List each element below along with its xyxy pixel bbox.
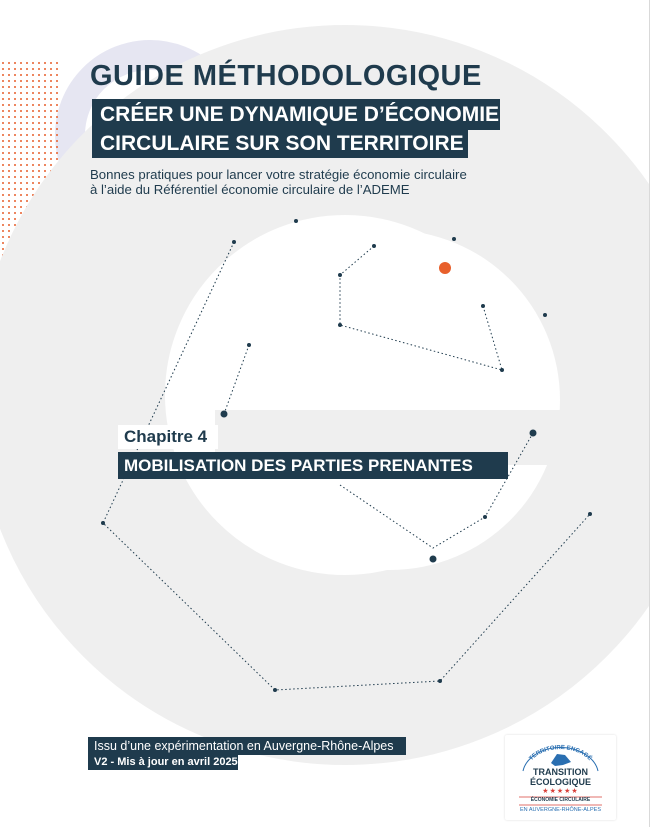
origin-text: Issu d’une expérimentation en Auvergne-Rhône-Alpes [88,737,406,755]
logo-line-4: EN AUVERGNE-RHÔNE-ALPES [520,807,601,813]
subtitle-line-2: CIRCULAIRE SUR SON TERRITOIRE [92,130,468,158]
document-title: GUIDE MÉTHODOLOGIQUE [90,60,482,92]
logo-stars-icon: ★★★★★ [542,788,579,795]
chapter-number: Chapitre 4 [124,427,208,446]
intro-line-2: à l’aide du Référentiel économie circulaire de l’ADEME [90,182,410,197]
logo-line-2: ÉCOLOGIQUE [529,777,591,787]
chapter-number-box [118,425,218,449]
territoire-engage-logo [505,735,616,820]
intro-line-1: Bonnes pratiques pour lancer votre stratégie économie circulaire [90,167,467,182]
subtitle-line-1: CRÉER UNE DYNAMIQUE D’ÉCONOMIE [92,99,500,130]
orange-accent-dot [439,262,451,274]
logo-arc-text: TERRITOIRE ENGAGÉ [528,745,593,763]
version-text: V2 - Mis à jour en avril 2025 [88,755,238,770]
map-shape-icon [551,754,571,766]
logo-line-1: TRANSITION [533,767,588,777]
intro-text [90,167,510,197]
chapter-title: MOBILISATION DES PARTIES PRENANTES [118,452,508,479]
logo-line-3: ÉCONOMIE CIRCULAIRE [530,797,591,803]
